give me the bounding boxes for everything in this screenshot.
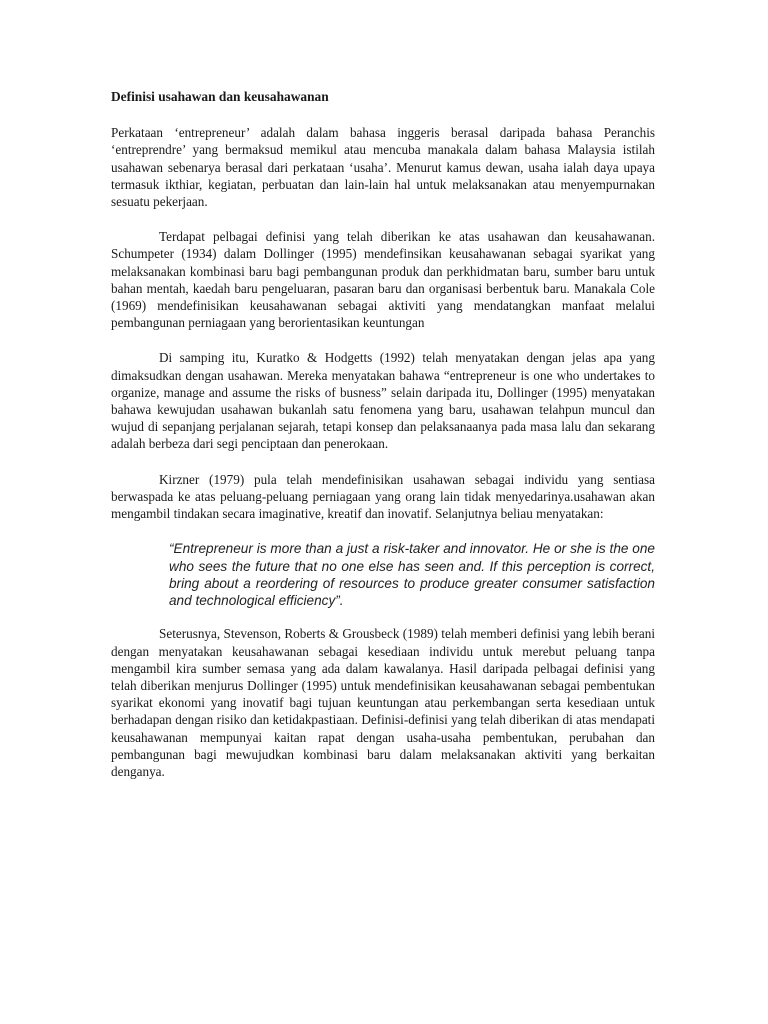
- paragraph-intro: Perkataan ‘entrepreneur’ adalah dalam bahasa inggeris berasal daripada bahasa Peranchis ‘entreprendre’ yang bermaksud memikul atau mencuba manakala dalam bahasa Malaysia istilah usahawan sebenarya berasal dari perkataan ‘usaha’. Menurut kamus dewan, usaha ialah daya upaya termasuk ikthiar, kegiatan, perbuatan dan lain-lain hal untuk melaksanakan atau menyempurnakan sesuatu pekerjaan.: [111, 125, 655, 210]
- paragraph-kirzner: Kirzner (1979) pula telah mendefinisikan usahawan sebagai individu yang sentiasa berwaspada ke atas peluang-peluang perniagaan yang orang lain tidak menyedarinya.usahawan akan mengambil tindakan secara imaginative, kreatif dan inovatif. Selanjutnya beliau menyatakan:: [111, 471, 655, 522]
- document-title: Definisi usahawan dan keusahawanan: [111, 89, 329, 104]
- document-page: [111, 88, 655, 798]
- block-quote: “Entrepreneur is more than a just a risk-taker and innovator. He or she is the one who sees the future that no one else has seen and. If this perception is correct, bring about a reordering of resources to produce greater consumer satisfaction and technological efficiency”.: [169, 541, 655, 609]
- paragraph-kuratko: Di samping itu, Kuratko & Hodgetts (1992) telah menyatakan dengan jelas apa yang dimaksudkan dengan usahawan. Mereka menyatakan bahawa “entrepreneur is one who undertakes to organize, manage and assume the risks of busness” selain daripada itu, Dollinger (1995) menyatakan bahawa kewujudan usahawan bukanlah satu fenomena yang baru, usahawan telahpun muncul dan wujud di sepanjang perjalanan sejarah, tetapi konsep dan pelaksanaanya pada masa lalu dan sekarang adalah berbeza dari segi penciptaan dan penerokaan.: [111, 350, 655, 452]
- paragraph-definitions: Terdapat pelbagai definisi yang telah diberikan ke atas usahawan dan keusahawanan. Schumpeter (1934) dalam Dollinger (1995) mendefinsikan keusahawanan sebagai syarikat yang melaksanakan kombinasi baru bagi pembangunan produk dan perkhidmatan baru, sumber baru untuk bahan mentah, kaedah baru pengeluaran, pasaran baru dan organisasi berbentuk baru. Manakala Cole (1969) mendefinisikan keusahawanan sebagai aktiviti yang mendatangkan manfaat melalui pembangunan perniagaan yang berorientasikan keuntungan: [111, 229, 655, 331]
- paragraph-closing: Seterusnya, Stevenson, Roberts & Grousbeck (1989) telah memberi definisi yang lebih berani dengan menyatakan keusahawanan sebagai kesediaan individu untuk merebut peluang tanpa mengambil kira sumber semasa yang ada dalam kawalanya. Hasil daripada pelbagai definisi yang telah diberikan menjurus Dollinger (1995) untuk mendefinisikan keusahawanan sebagai pembentukan syarikat ekonomi yang inovatif bagi tujuan keuntungan atau perkembangan serta kesediaan untuk berhadapan dengan risiko dan ketidakpastiaan. Definisi-definisi yang telah diberikan di atas mendapati keusahawanan mempunyai kaitan rapat dengan usaha-usaha pembentukan, perubahan dan pembangunan bagi mewujudkan kombinasi baru dalam melaksanakan aktiviti yang berkaitan denganya.: [111, 626, 655, 780]
